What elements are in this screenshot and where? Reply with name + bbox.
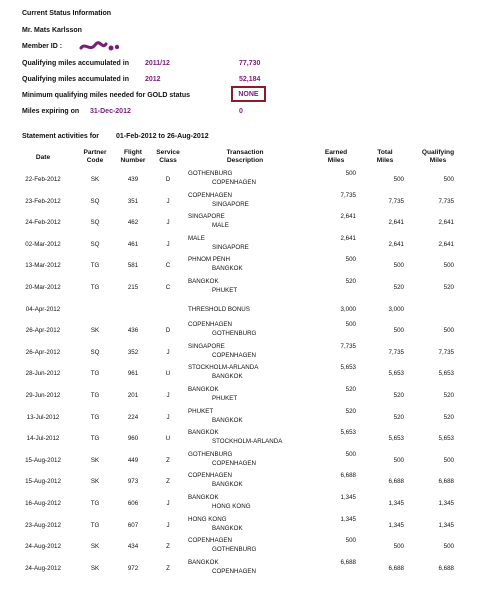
q2-value: 52,184 — [239, 76, 261, 83]
cell-date: 20-Mar-2012 — [25, 284, 61, 291]
cell-from: COPENHAGEN — [188, 472, 233, 480]
cell-total: 520 — [393, 413, 404, 421]
cell-earned: 2,641 — [340, 234, 356, 242]
cell-cls: J — [166, 500, 170, 507]
cell-earned: 5,653 — [340, 364, 356, 372]
cell-qual: 1,345 — [438, 521, 454, 529]
cell-cls: Z — [166, 543, 170, 551]
cell-cls: C — [165, 262, 171, 270]
cell-partner: TG — [90, 500, 100, 507]
cell-qual: 1,345 — [438, 500, 454, 507]
cell-from: COPENHAGEN — [188, 321, 233, 329]
gold-label: Minimum qualifying miles needed for GOLD status — [22, 92, 191, 99]
cell-flight: 960 — [127, 435, 139, 443]
cell-total: 5,653 — [388, 435, 404, 443]
cell-cls: Z — [166, 564, 170, 572]
cell-date: 26-Apr-2012 — [25, 348, 61, 356]
cell-total: 3,000 — [388, 305, 404, 313]
cell-cls: C — [165, 284, 171, 291]
cell-qual: 500 — [443, 262, 454, 270]
cell-from: BANGKOK — [188, 278, 219, 285]
expiring-label: Miles expiring on — [22, 108, 80, 115]
cell-total: 5,653 — [388, 370, 404, 378]
cell-qual: 5,653 — [438, 370, 454, 378]
cell-flight: 436 — [127, 327, 139, 335]
col-flight: Flight Number — [120, 149, 146, 164]
cell-total: 2,641 — [388, 219, 404, 227]
q2-label: Qualifying miles accumulated in — [22, 76, 129, 83]
cell-date: 29-Jun-2012 — [25, 392, 61, 399]
cell-from: BANGKOK — [188, 386, 219, 393]
cell-partner: SK — [90, 478, 100, 486]
cell-partner: TG — [90, 370, 100, 378]
cell-qual: 500 — [443, 543, 454, 551]
redacted-member-id-scribble — [78, 40, 122, 54]
cell-flight: 224 — [127, 413, 139, 421]
cell-date: 24-Feb-2012 — [25, 219, 61, 227]
cell-from: SINGAPORE — [188, 213, 225, 221]
cell-from: THRESHOLD BONUS — [188, 305, 250, 313]
cell-from: BANGKOK — [188, 494, 219, 501]
cell-to: SINGAPORE — [212, 243, 249, 251]
gold-status-box — [231, 86, 266, 102]
cell-cls: D — [165, 327, 171, 335]
cell-partner: TG — [90, 262, 100, 270]
cell-flight: 606 — [127, 500, 139, 507]
cell-to: COPENHAGEN — [212, 567, 257, 575]
cell-total: 500 — [393, 327, 404, 335]
cell-earned: 500 — [345, 321, 356, 329]
q2-period: 2012 — [145, 76, 161, 83]
cell-to: COPENHAGEN — [212, 459, 257, 467]
cell-date: 23-Aug-2012 — [25, 521, 61, 529]
cell-flight: 201 — [127, 392, 139, 399]
cell-to: GOTHENBURG — [212, 330, 257, 338]
cell-total: 1,345 — [388, 521, 404, 529]
cell-earned: 6,688 — [340, 472, 356, 480]
cell-date: 24-Aug-2012 — [25, 543, 61, 551]
cell-date: 14-Jul-2012 — [26, 435, 60, 443]
cell-qual: 500 — [443, 327, 454, 335]
cell-partner: SQ — [90, 197, 100, 205]
cell-cls: J — [166, 240, 170, 248]
expiring-date: 31-Dec-2012 — [90, 108, 131, 115]
cell-qual: 520 — [443, 284, 454, 291]
cell-date: 15-Aug-2012 — [25, 456, 61, 464]
cell-total: 500 — [393, 456, 404, 464]
cell-flight: 462 — [127, 219, 139, 227]
cell-from: MALE — [188, 234, 205, 242]
cell-flight: 352 — [127, 348, 139, 356]
cell-date: 22-Feb-2012 — [25, 176, 61, 183]
col-service: Service Class — [156, 149, 180, 164]
cell-to: BANGKOK — [212, 416, 243, 424]
cell-earned: 500 — [345, 537, 356, 545]
cell-date: 04-Apr-2012 — [25, 305, 61, 313]
cell-partner: SK — [90, 543, 100, 551]
cell-to: BANGKOK — [212, 373, 243, 381]
cell-flight: 581 — [127, 262, 139, 270]
cell-date: 26-Apr-2012 — [25, 327, 61, 335]
cell-date: 23-Feb-2012 — [25, 197, 61, 205]
q1-label: Qualifying miles accumulated in — [22, 60, 129, 67]
cell-cls: Z — [166, 456, 170, 464]
cell-earned: 520 — [345, 386, 356, 393]
expiring-value: 0 — [239, 108, 243, 115]
cell-flight: 434 — [127, 543, 139, 551]
cell-from: STOCKHOLM-ARLANDA — [188, 364, 259, 372]
cell-cls: D — [165, 176, 171, 183]
cell-total: 500 — [393, 176, 404, 183]
cell-partner: SK — [90, 456, 100, 464]
cell-date: 15-Aug-2012 — [25, 478, 61, 486]
cell-to: GOTHENBURG — [212, 546, 257, 554]
cell-qual: 500 — [443, 176, 454, 183]
q1-period: 2011/12 — [145, 60, 170, 67]
col-earned: Earned Miles — [324, 149, 348, 164]
cell-cls: U — [165, 435, 171, 443]
cell-earned: 7,735 — [340, 191, 356, 199]
cell-from: BANGKOK — [188, 558, 219, 566]
cell-from: SINGAPORE — [188, 342, 225, 350]
cell-from: PHNOM PENH — [188, 256, 230, 264]
cell-from: COPENHAGEN — [188, 537, 233, 545]
member-name: Mr. Mats Karlsson — [22, 27, 82, 34]
cell-qual: 520 — [443, 392, 454, 399]
cell-earned: 6,688 — [340, 558, 356, 566]
cell-date: 02-Mar-2012 — [25, 240, 61, 248]
cell-flight: 973 — [127, 478, 139, 486]
cell-to: BANGKOK — [212, 265, 243, 273]
cell-total: 6,688 — [388, 564, 404, 572]
cell-date: 16-Aug-2012 — [25, 500, 61, 507]
cell-earned: 1,345 — [340, 515, 356, 523]
cell-cls: J — [166, 219, 170, 227]
cell-partner: TG — [90, 435, 100, 443]
status-title: Current Status Information — [22, 10, 112, 17]
cell-flight: 351 — [127, 197, 139, 205]
cell-partner: TG — [90, 521, 100, 529]
cell-from: GOTHENBURG — [188, 450, 233, 458]
cell-cls: J — [166, 348, 170, 356]
q1-value: 77,730 — [239, 60, 261, 67]
cell-partner: SK — [90, 176, 100, 183]
cell-from: HONG KONG — [188, 515, 227, 523]
cell-cls: J — [166, 197, 170, 205]
cell-earned: 3,000 — [340, 305, 356, 313]
cell-total: 7,735 — [388, 197, 404, 205]
cell-earned: 520 — [345, 407, 356, 415]
cell-qual: 7,735 — [438, 348, 454, 356]
cell-flight: 972 — [127, 564, 139, 572]
cell-date: 28-Jun-2012 — [25, 370, 61, 378]
cell-total: 520 — [393, 392, 404, 399]
cell-flight: 461 — [127, 240, 139, 248]
cell-total: 500 — [393, 262, 404, 270]
cell-to: PHUKET — [212, 395, 238, 402]
cell-earned: 500 — [345, 256, 356, 264]
cell-partner: SK — [90, 564, 100, 572]
cell-date: 13-Mar-2012 — [25, 262, 61, 270]
cell-earned: 2,641 — [340, 213, 356, 221]
cell-to: MALE — [212, 222, 229, 230]
cell-from: COPENHAGEN — [188, 191, 233, 199]
cell-to: BANGKOK — [212, 481, 243, 489]
cell-from: GOTHENBURG — [188, 170, 233, 177]
cell-to: PHUKET — [212, 287, 238, 294]
cell-partner: SQ — [90, 219, 100, 227]
cell-total: 2,641 — [388, 240, 404, 248]
cell-qual: 520 — [443, 413, 454, 421]
cell-flight: 439 — [127, 176, 139, 183]
cell-cls: J — [166, 521, 170, 529]
cell-partner: SQ — [90, 348, 100, 356]
cell-qual: 5,653 — [438, 435, 454, 443]
cell-partner: SQ — [90, 240, 100, 248]
cell-to: COPENHAGEN — [212, 351, 257, 359]
col-total: Total Miles — [376, 149, 394, 164]
cell-qual: 7,735 — [438, 197, 454, 205]
col-description: Transaction Description — [226, 149, 264, 164]
cell-qual: 2,641 — [438, 240, 454, 248]
cell-flight: 215 — [127, 284, 139, 291]
cell-to: HONG KONG — [212, 503, 251, 510]
cell-flight: 961 — [127, 370, 139, 378]
cell-flight: 607 — [127, 521, 139, 529]
cell-partner: TG — [90, 284, 100, 291]
cell-earned: 1,345 — [340, 494, 356, 501]
cell-qual: 6,688 — [438, 564, 454, 572]
cell-from: BANGKOK — [188, 429, 219, 437]
statement-label: Statement activities for — [22, 133, 100, 140]
cell-to: BANGKOK — [212, 524, 243, 532]
cell-to: SINGAPORE — [212, 200, 249, 208]
cell-cls: Z — [166, 478, 170, 486]
cell-cls: U — [165, 370, 171, 378]
cell-qual: 2,641 — [438, 219, 454, 227]
col-qualifying: Qualifying Miles — [421, 149, 455, 164]
cell-earned: 7,735 — [340, 342, 356, 350]
col-date: Date — [35, 154, 51, 161]
cell-cls: J — [166, 413, 170, 421]
cell-total: 500 — [393, 543, 404, 551]
cell-cls: J — [166, 392, 170, 399]
cell-earned: 520 — [345, 278, 356, 285]
cell-partner: TG — [90, 392, 100, 399]
cell-earned: 500 — [345, 450, 356, 458]
cell-qual: 500 — [443, 456, 454, 464]
cell-earned: 500 — [345, 170, 356, 177]
cell-total: 1,345 — [388, 500, 404, 507]
cell-flight: 449 — [127, 456, 139, 464]
cell-to: STOCKHOLM-ARLANDA — [212, 438, 283, 446]
statement-range: 01-Feb-2012 to 26-Aug-2012 — [116, 133, 209, 140]
cell-from: PHUKET — [188, 407, 214, 415]
cell-total: 520 — [393, 284, 404, 291]
cell-qual: 6,688 — [438, 478, 454, 486]
member-id-label: Member ID : — [22, 43, 63, 50]
col-partner: Partner Code — [83, 149, 107, 164]
cell-partner: SK — [90, 327, 100, 335]
cell-date: 24-Aug-2012 — [25, 564, 61, 572]
cell-earned: 5,653 — [340, 429, 356, 437]
gold-value: NONE — [238, 90, 259, 98]
cell-total: 7,735 — [388, 348, 404, 356]
cell-to: COPENHAGEN — [212, 179, 257, 186]
cell-partner: TG — [90, 413, 100, 421]
cell-total: 6,688 — [388, 478, 404, 486]
cell-date: 13-Jul-2012 — [26, 413, 60, 421]
